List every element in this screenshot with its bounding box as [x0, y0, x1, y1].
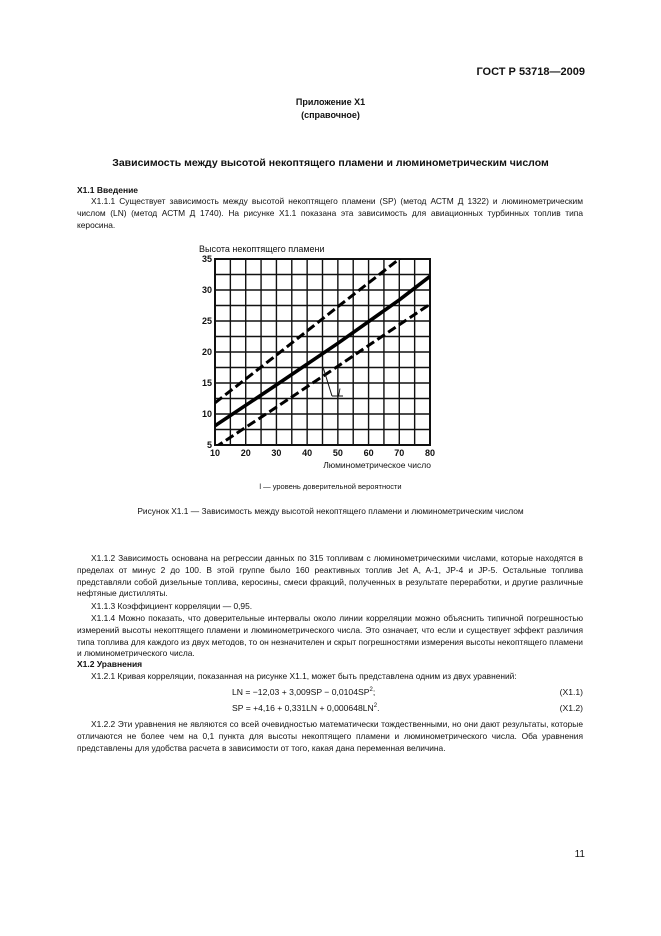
equation-1-text: LN = −12,03 + 3,009SP − 0,0104SP	[232, 687, 370, 697]
y-axis-title: Высота некоптящего пламени	[199, 244, 325, 254]
equation-1-tail: ;	[372, 687, 376, 697]
x-tick-label: 10	[209, 448, 221, 458]
x-axis-title: Люминометрическое число	[323, 460, 431, 470]
y-tick-label: 25	[201, 316, 212, 326]
figure-legend: l — уровень доверительной вероятности	[259, 482, 402, 491]
x-tick-label: 50	[332, 448, 343, 458]
equation-1-number: (X1.1)	[559, 687, 583, 697]
y-tick-label: 10	[201, 409, 212, 419]
y-tick-label: 35	[201, 254, 212, 264]
y-tick-label: 30	[201, 285, 212, 295]
y-tick-label: 15	[201, 378, 212, 388]
paragraph-x1-1-4: X1.1.4 Можно показать, что доверительные интервалы около линии корреляции можно объяснить типичной погрешностью измерений высоты некоптящего пламени и люминометрического числа. Это означает, что если и существует эффект различия типа топлива для каждого из двух методов, то он незначителен и скрыт погрешностями измерения высоты некоптящего пламени и люминометрического числа.	[77, 613, 583, 659]
x-tick-label: 30	[271, 448, 282, 458]
annex-subtitle: (справочное)	[301, 110, 360, 120]
equation-2-tail: .	[377, 703, 380, 713]
confidence-label: l	[338, 388, 341, 399]
paragraph-x1-2-2: X1.2.2 Эти уравнения не являются со всей очевидностью математически тождественными, но они дают результаты, которые отличаются не более чем на 0,1 пункта для высоты некоптящего пламени и люминометрического числа. Оба уравнения представлены для удобства расчета в зависимости от того, какая дана переменная величина.	[77, 719, 583, 753]
annex-title: Приложение X1	[295, 97, 366, 107]
y-tick-label: 5	[206, 440, 212, 450]
equation-1-sup: 2	[369, 687, 373, 694]
standard-header: ГОСТ Р 53718—2009	[476, 66, 585, 78]
paragraph-x1-1-1: X1.1.1 Существует зависимость между высотой некоптящего пламени (SP) (метод АСТМ Д 1322) и люминометрическим числом (LN) (метод АСТМ Д 1740). На рисунке X1.1 показана эта зависимость для авиационных турбинных топлив типа керосина.	[77, 196, 583, 230]
paragraph-x1-1-3: X1.1.3 Коэффициент корреляции — 0,95.	[91, 601, 253, 611]
paragraph-x1-2-1: X1.2.1 Кривая корреляции, показанная на рисунке X1.1, может быть представлена одним из двух уравнений:	[91, 671, 517, 681]
page-number: 11	[574, 849, 585, 860]
x-tick-label: 70	[394, 448, 405, 458]
section-intro-heading: X1.1 Введение	[77, 185, 139, 195]
x-tick-label: 60	[363, 448, 374, 458]
equation-2	[232, 703, 380, 713]
x-tick-label: 80	[424, 448, 436, 458]
paragraph-x1-1-2: X1.1.2 Зависимость основана на регрессии данных по 315 топливам с люминометрическими числами, которые находятся в пределах от минус 2 до 100. В этой группе было 160 реактивных топлив Jet A, A-1, JP-4 и JP-5. Остальные топлива представляли собой дизельные топлива, керосины, смеси фракций, полученных в результате переработки, и другие различные нефтяные дистилляты.	[77, 553, 583, 599]
equation-1	[232, 687, 375, 697]
section-equations-heading: X1.2 Уравнения	[77, 659, 143, 669]
correlation-chart	[195, 238, 455, 474]
x-tick-label: 40	[302, 448, 313, 458]
y-tick-label: 20	[201, 347, 212, 357]
x-tick-label: 20	[240, 448, 251, 458]
figure-caption: Рисунок X1.1 — Зависимость между высотой некоптящего пламени и люминометрическим числом	[137, 506, 524, 516]
document-title: Зависимость между высотой некоптящего пламени и люминометрическим числом	[112, 157, 549, 169]
equation-2-number: (X1.2)	[559, 703, 583, 713]
equation-2-text: SP = +4,16 + 0,331LN + 0,000648LN	[232, 703, 374, 713]
equation-2-sup: 2	[373, 703, 378, 710]
